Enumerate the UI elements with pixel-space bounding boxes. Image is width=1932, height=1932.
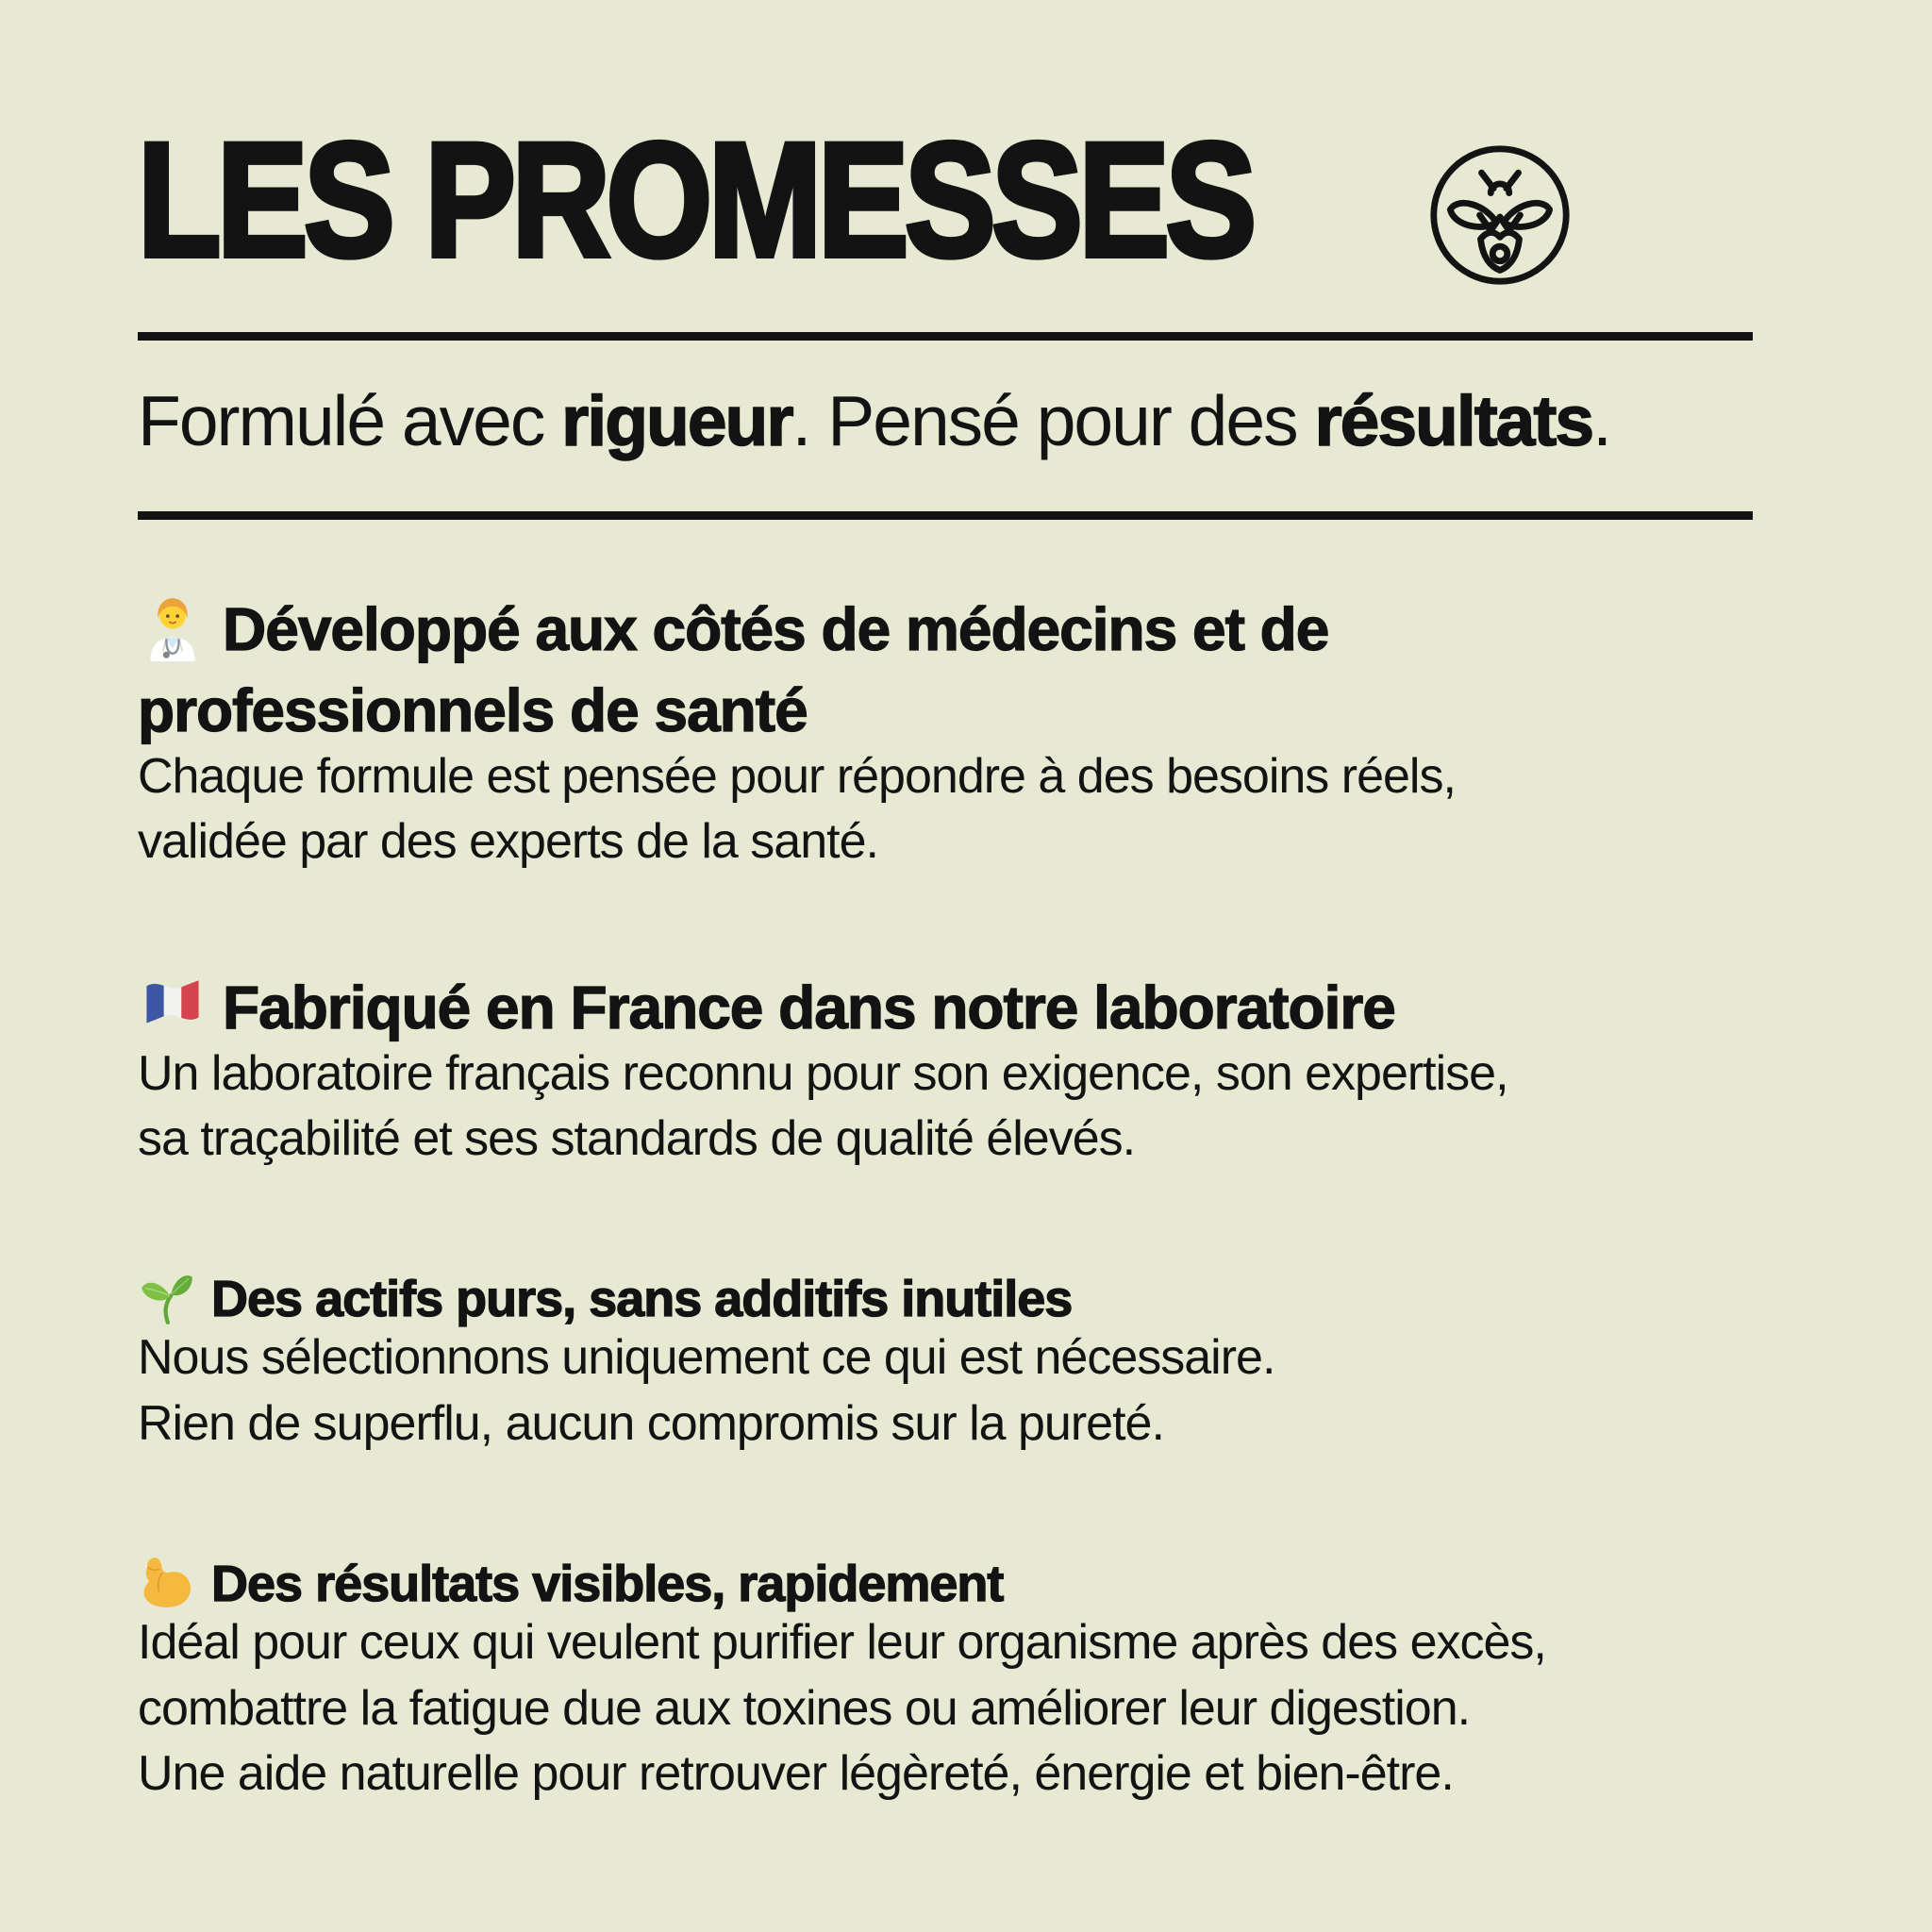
promise-purity-body: [138, 1325, 1781, 1457]
promise-france: [138, 968, 1781, 1173]
bee-logo-icon: [1426, 142, 1574, 289]
tagline-bold-resultats: résultats: [1314, 381, 1593, 460]
seedling-emoji: [138, 1265, 196, 1333]
body-line: Idéal pour ceux qui veulent purifier leur organisme après des excès,: [138, 1615, 1546, 1670]
body-line: Chaque formule est pensée pour répondre à des besoins réels,: [138, 748, 1456, 804]
promise-results: [138, 1550, 1781, 1807]
promise-results-body: [138, 1610, 1781, 1807]
page-title: LES PROMESSES: [138, 109, 1253, 291]
promise-purity: [138, 1265, 1781, 1457]
promise-title-text: Fabriqué en France dans notre laboratoire: [223, 973, 1395, 1041]
promise-france-title: [138, 968, 1781, 1049]
promise-purity-title: [138, 1265, 1781, 1333]
body-line: sa traçabilité et ses standards de qualité élevés.: [138, 1111, 1136, 1167]
tagline-bold-rigueur: rigueur: [561, 381, 792, 460]
tagline-text: Formulé avec: [138, 381, 562, 460]
health-worker-emoji: [138, 590, 208, 671]
body-line: Un laboratoire français reconnu pour son exigence, son expertise,: [138, 1045, 1508, 1101]
body-line: validée par des experts de la santé.: [138, 814, 878, 870]
flexed-biceps-emoji: [138, 1550, 196, 1618]
tagline-text: . Pensé pour des: [791, 381, 1315, 460]
body-line: Une aide naturelle pour retrouver légèreté, énergie et bien-être.: [138, 1746, 1454, 1802]
promise-results-title: [138, 1550, 1781, 1618]
promise-title-text: professionnels de santé: [138, 675, 808, 744]
promise-france-body: [138, 1041, 1781, 1173]
body-line: combattre la fatigue due aux toxines ou améliorer leur digestion.: [138, 1680, 1471, 1736]
body-line: Nous sélectionnons uniquement ce qui est nécessaire.: [138, 1330, 1275, 1386]
promise-title-text: Des actifs purs, sans additifs inutiles: [211, 1270, 1073, 1327]
body-line: Rien de superflu, aucun compromis sur la pureté.: [138, 1395, 1164, 1451]
france-flag-emoji: [138, 968, 208, 1049]
divider-bottom: [138, 511, 1753, 520]
promise-doctors-body: [138, 744, 1781, 875]
promise-doctors: [138, 590, 1781, 875]
tagline: [138, 381, 1781, 460]
promise-title-text: Développé aux côtés de médecins et de: [223, 595, 1329, 663]
promise-doctors-title: [138, 590, 1781, 752]
tagline-text: .: [1592, 381, 1610, 460]
divider-top: [138, 332, 1753, 341]
promise-title-text: Des résultats visibles, rapidement: [211, 1555, 1004, 1612]
